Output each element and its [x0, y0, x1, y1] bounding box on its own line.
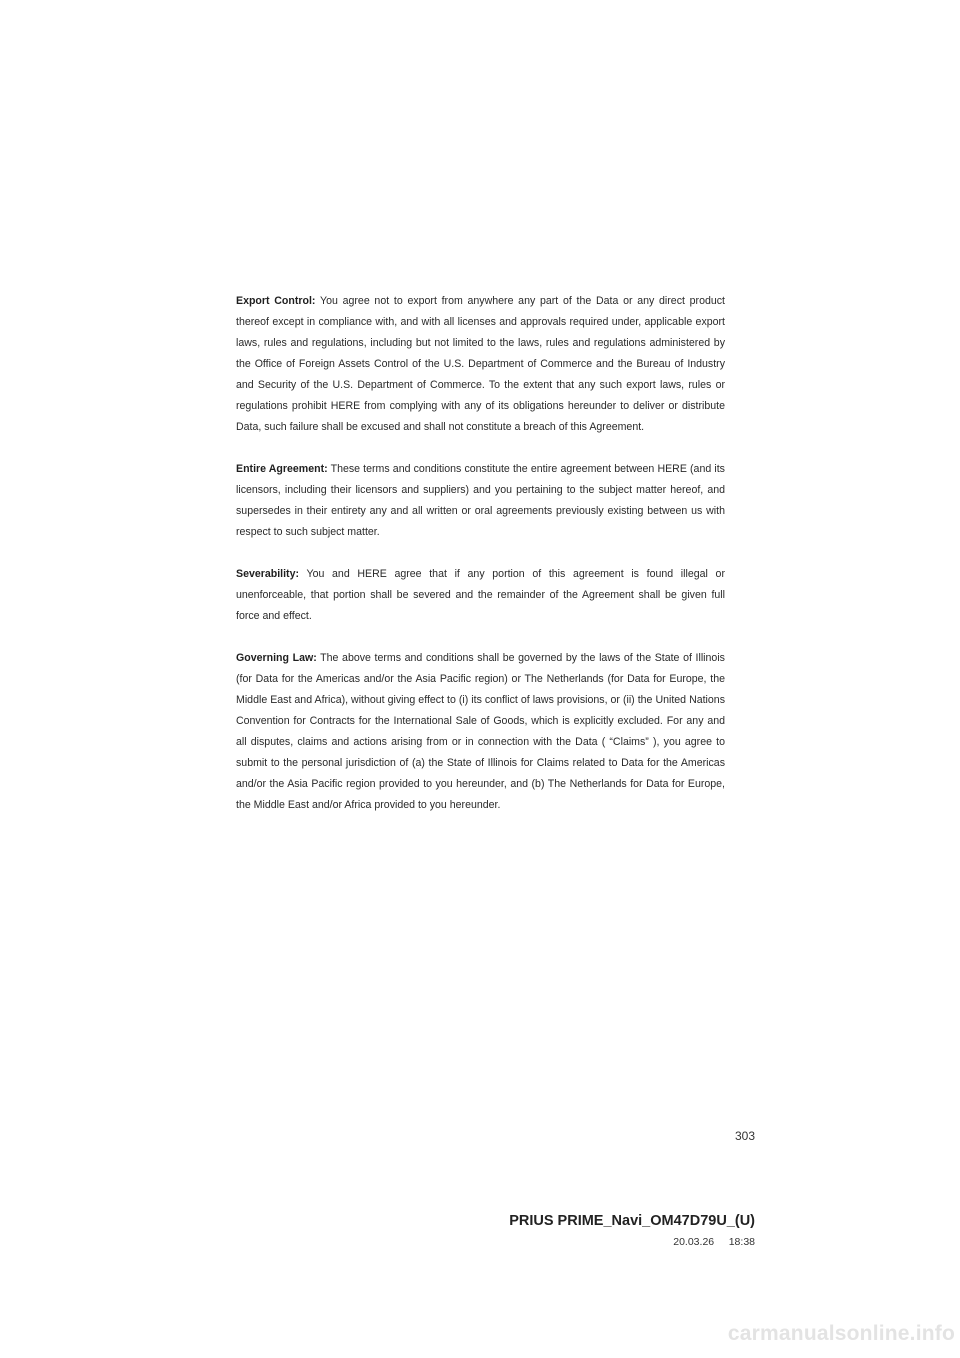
print-stamp	[560, 1236, 755, 1248]
section-governing-law	[236, 648, 725, 816]
section-text: You and HERE agree that if any portion of this agreement is found illegal or unenforceable, that portion shall be severed and the remainder of the Agreement shall be given full force and effect.	[236, 568, 725, 622]
document-title: PRIUS PRIME_Navi_OM47D79U_(U)	[509, 1213, 755, 1229]
section-entire-agreement	[236, 459, 725, 543]
section-heading: Governing Law:	[236, 652, 317, 664]
page-number: 303	[734, 1129, 755, 1143]
document-body	[236, 291, 725, 837]
section-text: You agree not to export from anywhere any part of the Data or any direct product thereof except in compliance with, and with all licenses and approvals required under, applicable export laws, rules and regulations, including but not limited to the laws, rules and regulations administered by the Office of Foreign Assets Control of the U.S. Department of Commerce and the Bureau of Industry and Security of the U.S. Department of Commerce. To the extent that any such export laws, rules or regulations prohibit HERE from complying with any of its obligations hereunder to deliver or distribute Data, such failure shall be excused and shall not constitute a breach of this Agreement.	[236, 295, 725, 433]
section-heading: Entire Agreement:	[236, 463, 328, 475]
section-text: These terms and conditions constitute the entire agreement between HERE (and its licensors, including their licensors and suppliers) and you pertaining to the subject matter hereof, and supersedes in their entirety any and all written or oral agreements previously existing between us with respect to such subject matter.	[236, 463, 725, 538]
time-stamp: 18:38	[728, 1236, 755, 1248]
date-stamp: 20.03.26	[673, 1236, 715, 1248]
section-text: The above terms and conditions shall be governed by the laws of the State of Illinois (for Data for the Americas and/or the Asia Pacific region) or The Netherlands (for Data for Europe, the Middle East and Africa), without giving effect to (i) its conflict of laws provisions, or (ii) the United Nations Convention for Contracts for the International Sale of Goods, which is explicitly excluded. For any and all disputes, claims and actions arising from or in connection with the Data ( “Claims” ), you agree to submit to the personal jurisdiction of (a) the State of Illinois for Claims related to Data for the Americas and/or the Asia Pacific region provided to you hereunder, and (b) The Netherlands for Data for Europe, the Middle East and/or Africa provided to you hereunder.	[236, 652, 725, 811]
watermark: carmanualsonline.info	[727, 1322, 955, 1345]
section-severability	[236, 564, 725, 627]
section-heading: Severability:	[236, 568, 300, 580]
section-heading: Export Control:	[236, 295, 316, 307]
section-export-control	[236, 291, 725, 438]
